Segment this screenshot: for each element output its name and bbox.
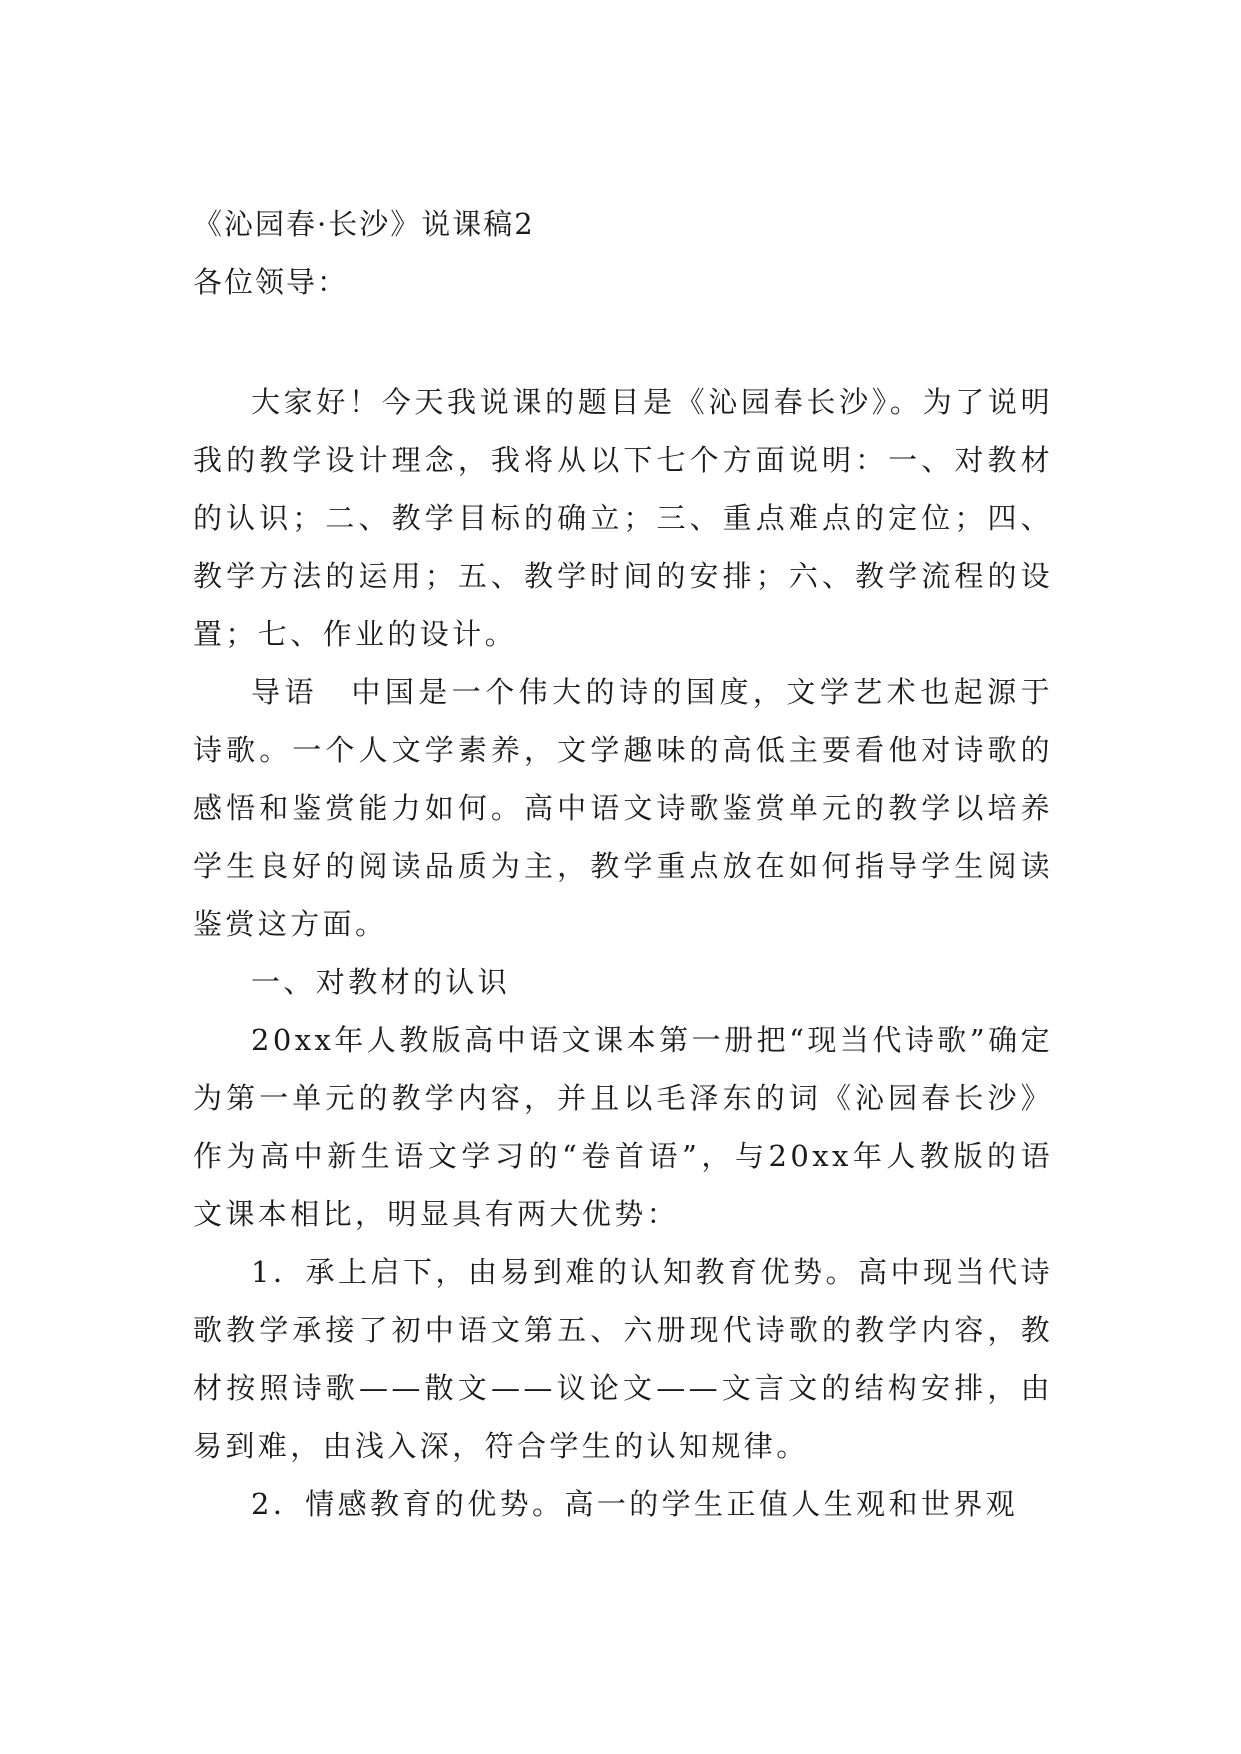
document-title: 《沁园春·长沙》说课稿2 bbox=[193, 207, 535, 241]
greeting: 各位领导： bbox=[193, 265, 349, 299]
document-body bbox=[193, 195, 1053, 1533]
paragraph-advantage-1: 1．承上启下，由易到难的认知教育优势。高中现当代诗歌教学承接了初中语文第五、六册现代诗歌的教学内容，教材按照诗歌——散文——议论文——文言文的结构安排，由易到难，由浅入深，符合学生的认知规律。 bbox=[193, 1255, 1053, 1463]
paragraph-textbook: 20xx年人教版高中语文课本第一册把“现当代诗歌”确定为第一单元的教学内容，并且以毛泽东的词《沁园春长沙》作为高中新生语文学习的“卷首语”，与20xx年人教版的语文课本相比，明显具有两大优势： bbox=[193, 1023, 1053, 1231]
paragraph-intro: 大家好！今天我说课的题目是《沁园春长沙》。为了说明我的教学设计理念，我将从以下七个方面说明：一、对教材的认识；二、教学目标的确立；三、重点难点的定位；四、教学方法的运用；五、教学时间的安排；六、教学流程的设置；七、作业的设计。 bbox=[193, 385, 1053, 651]
paragraph-advantage-2: 2．情感教育的优势。高一的学生正值人生观和世界观 bbox=[251, 1487, 1019, 1521]
paragraph-preface: 导语 中国是一个伟大的诗的国度，文学艺术也起源于诗歌。一个人文学素养，文学趣味的高低主要看他对诗歌的感悟和鉴赏能力如何。高中语文诗歌鉴赏单元的教学以培养学生良好的阅读品质为主，教学重点放在如何指导学生阅读鉴赏这方面。 bbox=[193, 675, 1053, 941]
section-heading-textbook: 一、对教材的认识 bbox=[251, 965, 511, 999]
